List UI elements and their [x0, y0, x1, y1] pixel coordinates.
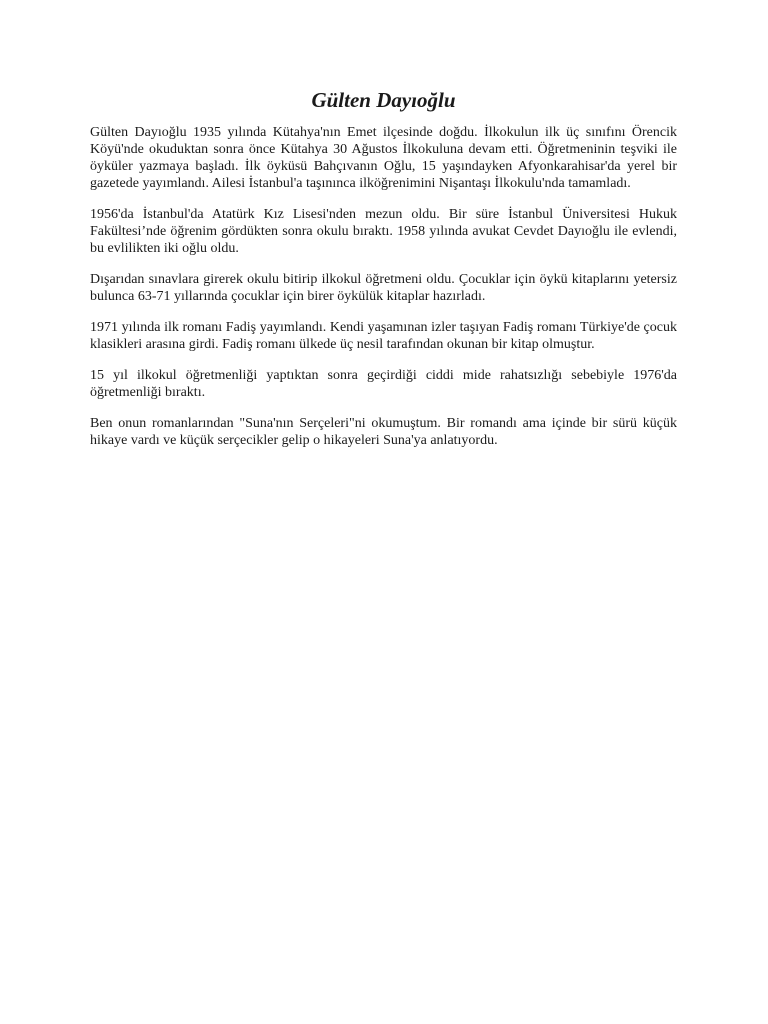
document-page: [90, 86, 677, 463]
paragraph-retirement: 15 yıl ilkokul öğretmenliği yaptıktan sonra geçirdiği ciddi mide rahatsızlığı sebebiyle 1976'da öğretmenliği bıraktı.: [90, 368, 677, 400]
paragraph-education: 1956'da İstanbul'da Atatürk Kız Lisesi'nden mezun oldu. Bir süre İstanbul Üniversitesi Hukuk Fakültesi’nde öğrenim gördükten sonra okulu bıraktı. 1958 yılında avukat Cevdet Dayıoğlu ile evlendi, bu evlilikten iki oğlu oldu.: [90, 207, 677, 256]
paragraph-personal-note: Ben onun romanlarından "Suna'nın Serçeleri"ni okumuştum. Bir romandı ama içinde bir sürü küçük hikaye vardı ve küçük serçecikler gelip o hikayeleri Suna'ya anlatıyordu.: [90, 416, 677, 448]
document-title: Gülten Dayıoğlu: [311, 88, 456, 112]
paragraph-first-novel: 1971 yılında ilk romanı Fadiş yayımlandı. Kendi yaşamınan izler taşıyan Fadiş romanı Türkiye'de çocuk klasikleri arasına girdi. Fadiş romanı ülkede üç nesil tarafından okunan bir kitap olmuştur.: [90, 320, 677, 352]
paragraph-birth: Gülten Dayıoğlu 1935 yılında Kütahya'nın Emet ilçesinde doğdu. İlkokulun ilk üç sınıfını Örencik Köyü'nde okuduktan sonra önce Kütahya 30 Ağustos İlkokuluna devam etti. Öğretmeninin teşviki ile öyküler yazmaya başladı. İlk öyküsü Bahçıvanın Oğlu, 15 yaşındayken Afyonkarahisar'da yerel bir gazetede yayımlandı. Ailesi İstanbul'a taşınınca ilköğrenimini Nişantaşı İlkokulu'nda tamamladı.: [90, 125, 677, 191]
paragraph-teaching: Dışarıdan sınavlara girerek okulu bitirip ilkokul öğretmeni oldu. Çocuklar için öykü kitaplarını yetersiz bulunca 63-71 yıllarında çocuklar için birer öykülük kitaplar hazırladı.: [90, 272, 677, 304]
